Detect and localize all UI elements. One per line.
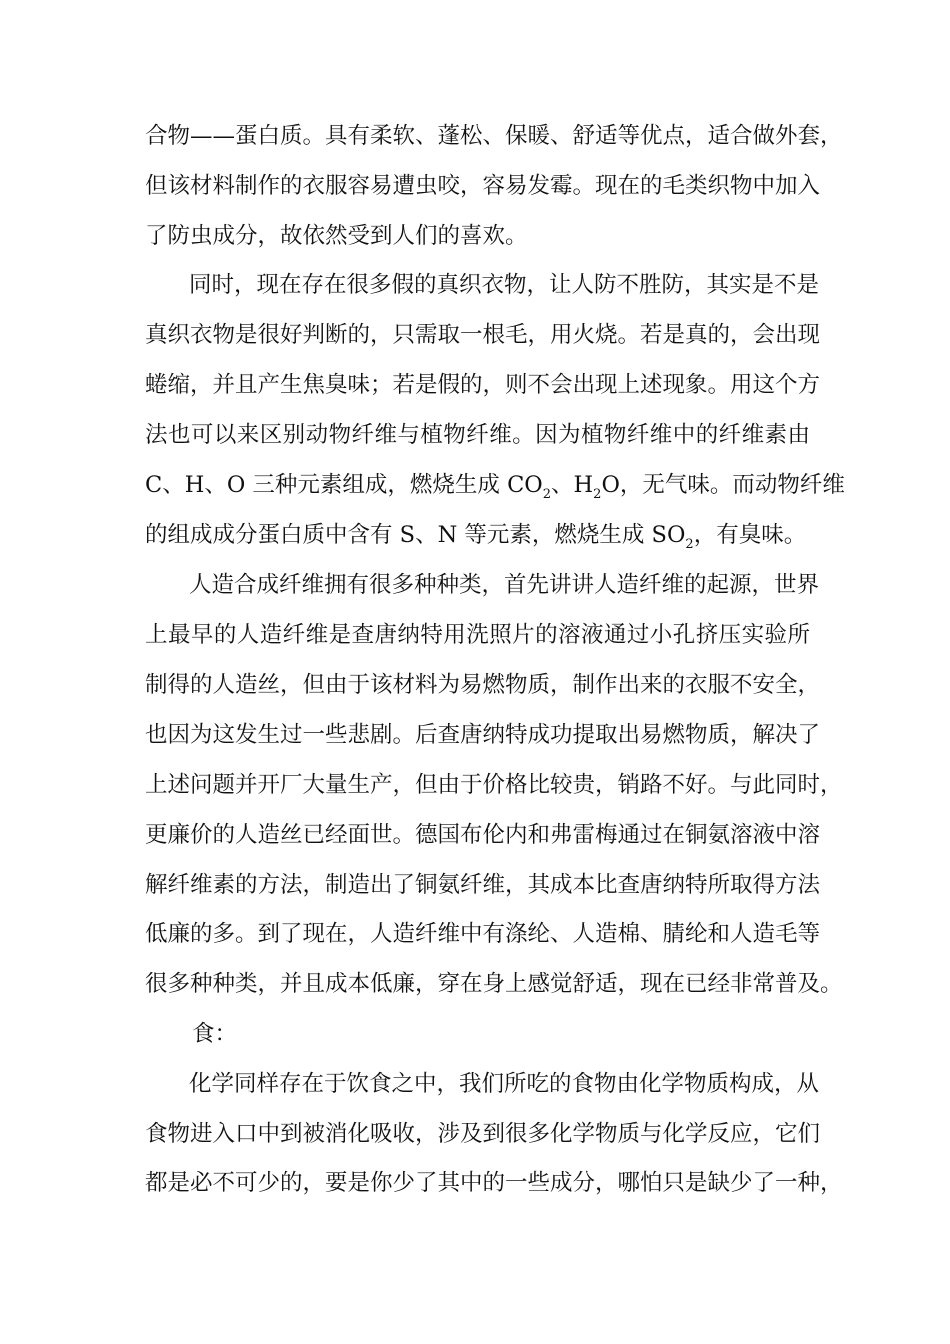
paragraph-line: 同时，现在存在很多假的真织衣物，让人防不胜防，其实是不是 xyxy=(189,272,820,298)
paragraph-line: 解纤维素的方法，制造出了铜氨纤维，其成本比查唐纳特所取得方法 xyxy=(145,872,821,898)
paragraph-line: 了防虫成分，故依然受到人们的喜欢。 xyxy=(145,223,528,249)
paragraph-line: 上最早的人造纤维是查唐纳特用洗照片的溶液通过小孔挤压实验所 xyxy=(145,622,810,648)
paragraph-line: 但该材料制作的衣服容易遭虫咬，容易发霉。现在的毛类织物中加入 xyxy=(145,173,821,199)
paragraph-line: 制得的人造丝，但由于该材料为易燃物质，制作出来的衣服不安全， xyxy=(145,672,821,698)
paragraph-line: 也因为这发生过一些悲剧。后查唐纳特成功提取出易燃物质，解决了 xyxy=(145,722,821,748)
subscript: 2 xyxy=(593,487,602,502)
text-segment: 的组成成分蛋白质中含有 S、N 等元素，燃烧生成 SO xyxy=(145,522,686,548)
paragraph-line: 法也可以来区别动物纤维与植物纤维。因为植物纤维中的纤维素由 xyxy=(145,422,810,448)
paragraph-line: 很多种种类，并且成本低廉，穿在身上感觉舒适，现在已经非常普及。 xyxy=(145,971,843,997)
paragraph-line-formula xyxy=(145,520,806,550)
text-segment: ，有臭味。 xyxy=(693,522,807,548)
paragraph-line: 真织衣物是很好判断的，只需取一根毛，用火烧。若是真的，会出现 xyxy=(145,322,821,348)
paragraph-line: 人造合成纤维拥有很多种种类，首先讲讲人造纤维的起源，世界 xyxy=(189,572,820,598)
paragraph-line: 合物——蛋白质。具有柔软、蓬松、保暖、舒适等优点，适合做外套， xyxy=(145,123,843,149)
paragraph-line-formula xyxy=(145,470,845,502)
text-segment: O，无气味。而动物纤维 xyxy=(601,472,845,498)
paragraph-line: 上述问题并开厂大量生产，但由于价格比较贵，销路不好。与此同时， xyxy=(145,772,843,798)
text-segment: 、H xyxy=(551,472,594,498)
section-heading-food: 食： xyxy=(192,1021,238,1047)
subscript: 2 xyxy=(542,487,552,502)
subscript: 2 xyxy=(685,537,694,552)
paragraph-line: 更廉价的人造丝已经面世。德国布伦内和弗雷梅通过在铜氨溶液中溶 xyxy=(145,822,821,848)
paragraph-line: 蜷缩，并且产生焦臭味；若是假的，则不会出现上述现象。用这个方 xyxy=(145,372,821,398)
paragraph-line: 食物进入口中到被消化吸收，涉及到很多化学物质与化学反应，它们 xyxy=(145,1121,821,1147)
paragraph-line: 都是必不可少的，要是你少了其中的一些成分，哪怕只是缺少了一种， xyxy=(145,1170,843,1196)
text-segment: C、H、O 三种元素组成，燃烧生成 CO xyxy=(145,472,543,498)
paragraph-line: 化学同样存在于饮食之中，我们所吃的食物由化学物质构成，从 xyxy=(189,1071,820,1097)
paragraph-line: 低廉的多。到了现在，人造纤维中有涤纶、人造棉、腈纶和人造毛等 xyxy=(145,921,821,947)
